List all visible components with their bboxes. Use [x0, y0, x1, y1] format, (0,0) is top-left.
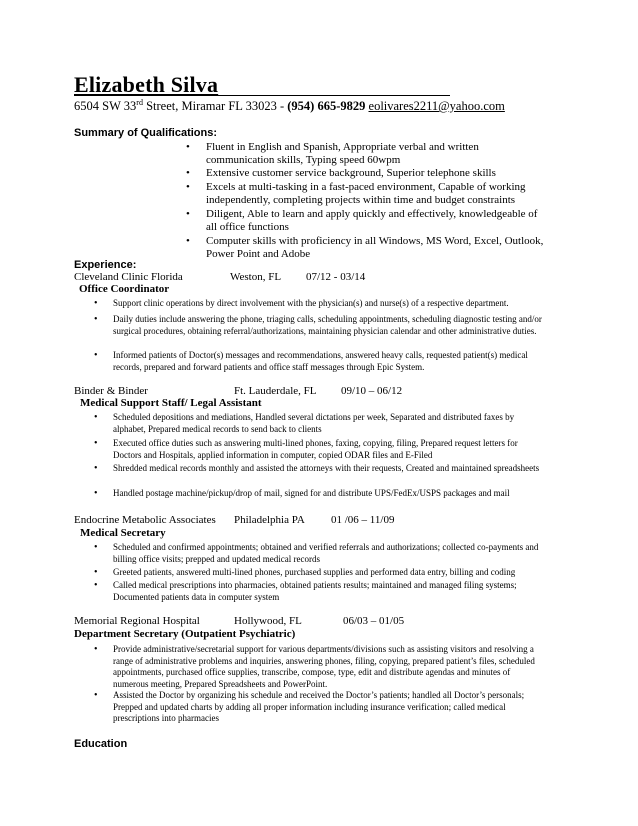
- qualification-text: Extensive customer service background, Superior telephone skills: [206, 167, 496, 179]
- qualification-item: [186, 167, 546, 180]
- phone-number: (954) 665-9829: [287, 99, 366, 113]
- job-title: Office Coordinator: [79, 283, 170, 295]
- job-duty-text: Shredded medical records monthly and assisted the attorneys with their requests, Created and maintained spreadsheets: [113, 463, 540, 473]
- job-employer: Cleveland Clinic Florida: [74, 271, 183, 283]
- bullet: •: [94, 644, 98, 655]
- bullet: •: [186, 208, 190, 220]
- contact-line: [74, 99, 505, 114]
- bullet: •: [94, 580, 98, 591]
- job-duty: [94, 412, 543, 435]
- job-duty-text: Scheduled depositions and mediations, Handled several dictations per week, Separated and distributed faxes by alphabet, Prepared medical records to send back to clients: [113, 412, 515, 434]
- job-duty-text: Support clinic operations by direct involvement with the physician(s) and nurse(s) of a respective department.: [113, 298, 509, 308]
- qualification-text: Diligent, Able to learn and apply quickly and effectively, knowledgeable of all office functions: [206, 208, 538, 234]
- job-location: Philadelphia PA: [234, 514, 305, 526]
- job-dates: 09/10 – 06/12: [341, 385, 403, 397]
- job-dates: 01 /06 – 11/09: [331, 514, 395, 526]
- email-link[interactable]: eolivares2211@yahoo.com: [368, 99, 505, 113]
- job-location: Hollywood, FL: [234, 615, 302, 627]
- job-duty: [94, 350, 543, 373]
- qualification-text: Fluent in English and Spanish, Appropriate verbal and written communication skills, Typing speed 60wpm: [206, 141, 479, 167]
- bullet: •: [94, 438, 98, 449]
- job-employer: Endocrine Metabolic Associates: [74, 514, 216, 526]
- job-title: Department Secretary (Outpatient Psychiatric): [74, 628, 296, 640]
- qualification-item: [186, 235, 546, 261]
- candidate-name: Elizabeth Silva: [74, 72, 219, 97]
- bullet: •: [94, 542, 98, 553]
- job-location: Weston, FL: [230, 271, 282, 283]
- job-duty: [94, 580, 543, 603]
- education-heading: Education: [74, 738, 128, 750]
- qualification-text: Computer skills with proficiency in all Windows, MS Word, Excel, Outlook, Power Point and Adobe: [206, 235, 544, 261]
- job-duty-text: Executed office duties such as answering multi-lined phones, faxing, copying, filing, Prepared request letters for Doctors and Hospitals, applied information in computer, copied ODAR files and E-Filed: [113, 438, 518, 460]
- job-duty: [94, 690, 545, 725]
- job-duty-text: Assisted the Doctor by organizing his schedule and received the Doctor’s patients; handled all Doctor’s personals; Prepped and updated charts by adding all proper information including insurance verification; called medical prescriptions into pharmacies: [113, 690, 525, 724]
- job-duty: [94, 644, 545, 690]
- job-title: Medical Support Staff/ Legal Assistant: [80, 397, 262, 409]
- bullet: •: [94, 690, 98, 701]
- job-duty-text: Greeted patients, answered multi-lined phones, purchased supplies and performed data entry, billing and coding: [113, 567, 516, 577]
- bullet: •: [94, 412, 98, 423]
- job-duty: [94, 463, 543, 475]
- address-ordinal: rd: [136, 98, 143, 107]
- job-duty-text: Provide administrative/secretarial support for various departments/divisions such as assisting visitors and resolving a range of administrative problems and inquiries, answering phones, filing, copying, prepared patient’s files, scheduled appointments, purchased office supplies, transcribe, compose, type, edit and distribute agendas and minutes of numerous meeting, Prepared Spreadsheets and PowerPoint.: [113, 644, 535, 689]
- job-employer: Memorial Regional Hospital: [74, 615, 200, 627]
- job-location: Ft. Lauderdale, FL: [234, 385, 317, 397]
- bullet: •: [94, 463, 98, 474]
- job-duty: [94, 438, 543, 461]
- job-employer: Binder & Binder: [74, 385, 148, 397]
- job-title: Medical Secretary: [80, 527, 166, 539]
- job-duty: [94, 314, 543, 337]
- bullet: •: [186, 141, 190, 153]
- job-duty-text: Informed patients of Doctor(s) messages and recommendations, answered heavy calls, requested patient(s) medical records, prepared and forward patients and office staff messages through Epic System.: [113, 350, 528, 372]
- qualification-item: [186, 141, 546, 167]
- address-start: 6504 SW 33: [74, 99, 137, 113]
- bullet: •: [186, 235, 190, 247]
- bullet: •: [186, 181, 190, 193]
- job-duty-text: Called medical prescriptions into pharmacies, obtained patients results; maintained and managed filing systems; Documented patients data in computer system: [113, 580, 517, 602]
- name-underline-rule: [210, 95, 450, 96]
- qualification-item: [186, 208, 546, 234]
- job-dates: 07/12 - 03/14: [306, 271, 366, 283]
- bullet: •: [186, 167, 190, 179]
- qualifications-heading: Summary of Qualifications:: [74, 127, 218, 139]
- job-duty-text: Handled postage machine/pickup/drop of mail, signed for and distribute UPS/FedEx/USPS packages and mail: [113, 488, 510, 498]
- job-dates: 06/03 – 01/05: [343, 615, 405, 627]
- job-duty: [94, 298, 543, 310]
- address-rest: Street, Miramar FL 33023 -: [142, 99, 288, 113]
- bullet: •: [94, 314, 98, 325]
- job-duty-text: Scheduled and confirmed appointments; obtained and verified referrals and authorizations; collected co-payments and billing office visits; prepped and updated medical records: [113, 542, 539, 564]
- bullet: •: [94, 350, 98, 361]
- bullet: •: [94, 567, 98, 578]
- job-duty: [94, 542, 543, 565]
- bullet: •: [94, 488, 98, 499]
- job-duty-text: Daily duties include answering the phone, triaging calls, scheduling appointments, scheduling diagnostic testing and/or surgical procedures, obtaining referral/authorizations, maintaining physician calendar and other administrative duties.: [113, 314, 542, 336]
- experience-heading: Experience:: [74, 259, 137, 271]
- job-duty: [94, 488, 543, 500]
- qualification-text: Excels at multi-tasking in a fast-paced environment, Capable of working independently, completing projects within time and budget constraints: [206, 181, 526, 207]
- job-duty: [94, 567, 543, 579]
- bullet: •: [94, 298, 98, 309]
- qualification-item: [186, 181, 546, 207]
